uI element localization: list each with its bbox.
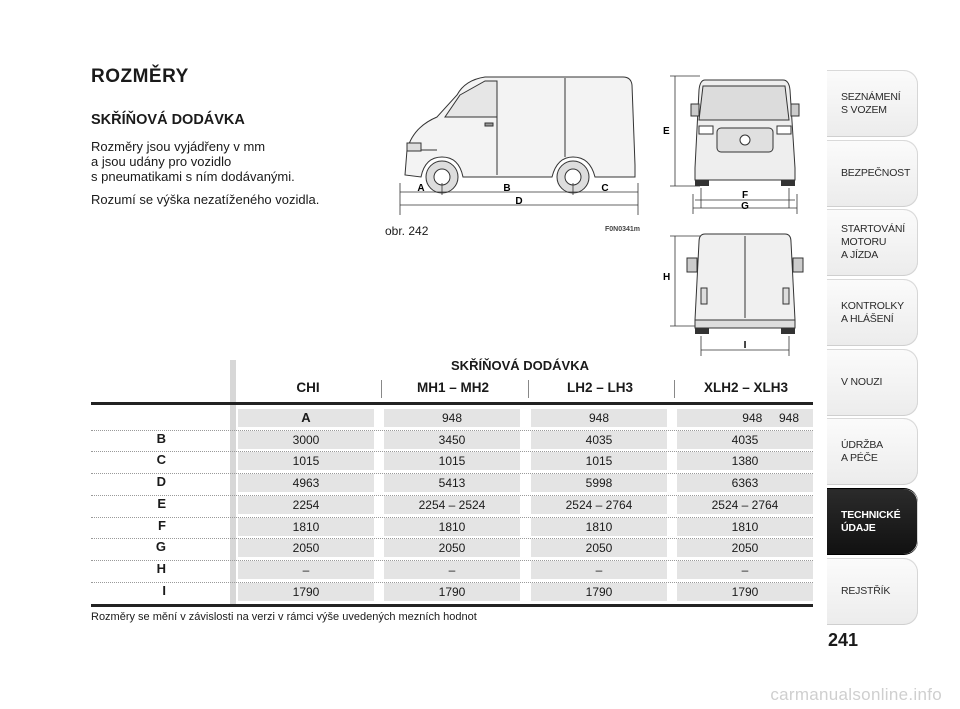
header-separator	[674, 380, 675, 398]
column-header: CHI	[296, 380, 320, 395]
table-footnote: Rozměry se mění v závislosti na verzi v rámci výše uvedených mezních hodnot	[91, 611, 477, 623]
van-front-view-illustration	[655, 68, 805, 218]
table-title: SKŘÍŇOVÁ DODÁVKA	[451, 358, 589, 373]
dimension-label-e: E	[663, 126, 670, 137]
table-cell: 1015	[531, 452, 667, 470]
table-cell: –	[238, 561, 374, 579]
table-cell: –	[384, 561, 520, 579]
sidebar-tab-label: V NOUZI	[841, 375, 883, 388]
row-label: G	[155, 539, 166, 555]
table-cell: 1810	[677, 518, 813, 536]
table-cell: 3000	[238, 431, 374, 449]
table-cell: 4035	[531, 431, 667, 449]
table-cell: 1015	[238, 452, 374, 470]
van-side-view-illustration	[385, 65, 650, 220]
dimension-label-a: A	[417, 183, 425, 194]
table-cell: A	[238, 409, 374, 427]
table-cell: 948 948	[677, 409, 813, 427]
intro-note: Rozumí se výška nezatíženého vozidla.	[91, 192, 320, 207]
sidebar-tab-label: KONTROLKY A HLÁŠENÍ	[841, 299, 904, 325]
sidebar-tab[interactable]	[827, 349, 918, 416]
dimension-label-b: B	[503, 183, 511, 194]
column-header: XLH2 – XLH3	[703, 380, 789, 395]
sidebar-tab-label: REJSTŘÍK	[841, 584, 891, 597]
table-cell: 6363	[677, 474, 813, 492]
table-cell: 5998	[531, 474, 667, 492]
header-separator	[381, 380, 382, 398]
table-cell: 4035	[677, 431, 813, 449]
sidebar-tab[interactable]	[827, 70, 918, 137]
intro-line: Rozměry jsou vyjádřeny v mm	[91, 139, 266, 154]
table-cell: 1810	[531, 518, 667, 536]
figure-caption: obr. 242	[385, 224, 429, 238]
column-header: MH1 – MH2	[416, 380, 489, 395]
sidebar-tab[interactable]	[827, 558, 918, 625]
dimension-label-i: I	[743, 340, 747, 351]
table-bottom-rule	[91, 604, 813, 607]
table-cell: 1015	[384, 452, 520, 470]
table-cell: –	[677, 561, 813, 579]
sidebar-tab[interactable]	[827, 488, 918, 555]
table-cell: 2050	[677, 539, 813, 557]
dimension-label-h: H	[663, 272, 671, 283]
table-cell: 948	[531, 409, 667, 427]
table-accent-bar	[230, 360, 236, 607]
table-cell: 2524 – 2764	[531, 496, 667, 514]
sidebar-tab[interactable]	[827, 140, 918, 207]
table-cell: 4963	[238, 474, 374, 492]
row-label: F	[158, 517, 166, 533]
page-number: 241	[828, 630, 859, 650]
watermark: carmanualsonline.info	[770, 685, 942, 704]
sidebar-tab-label: SEZNÁMENÍ S VOZEM	[841, 90, 901, 116]
header-separator	[528, 380, 529, 398]
table-cell: 948	[384, 409, 520, 427]
sidebar-tab[interactable]	[827, 418, 918, 485]
table-cell: 5413	[384, 474, 520, 492]
table-cell: 2050	[384, 539, 520, 557]
row-label: D	[156, 474, 166, 490]
table-cell: 1810	[384, 518, 520, 536]
row-label: I	[162, 582, 166, 598]
table-cell: 1790	[238, 583, 374, 601]
table-cell: 2050	[238, 539, 374, 557]
intro-line: s pneumatikami s ním dodávanými.	[91, 169, 295, 184]
sidebar-tab-label: STARTOVÁNÍ MOTORU A JÍZDA	[841, 223, 905, 262]
dimension-label-d: D	[515, 196, 523, 207]
table-cell: 2254	[238, 496, 374, 514]
row-label: C	[156, 452, 166, 468]
intro-line: a jsou udány pro vozidlo	[91, 154, 232, 169]
table-cell: 1790	[384, 583, 520, 601]
sidebar-tab[interactable]	[827, 279, 918, 346]
dimension-label-f: F	[741, 190, 749, 201]
table-cell: 2254 – 2524	[384, 496, 520, 514]
table-cell: 3450	[384, 431, 520, 449]
table-cell: 1810	[238, 518, 374, 536]
chapter-sidebar	[827, 70, 918, 628]
sidebar-tab-label: BEZPEČNOST	[841, 166, 911, 179]
column-header: LH2 – LH3	[566, 380, 634, 395]
row-label: E	[157, 495, 166, 511]
page-title: ROZMĚRY	[91, 66, 189, 87]
row-label: H	[156, 560, 166, 576]
section-subtitle: SKŘÍŇOVÁ DODÁVKA	[91, 112, 245, 128]
intro-text	[91, 139, 381, 207]
table-cell: –	[531, 561, 667, 579]
van-rear-view-illustration	[655, 228, 805, 358]
table-cell: 1380	[677, 452, 813, 470]
dimension-label-g: G	[741, 201, 749, 212]
row-label: B	[156, 430, 166, 446]
figure-code: F0N0341m	[605, 226, 641, 233]
table-cell: 2524 – 2764	[677, 496, 813, 514]
table-cell: 2050	[531, 539, 667, 557]
table-cell: 1790	[677, 583, 813, 601]
sidebar-tab[interactable]	[827, 209, 918, 276]
dimension-label-c: C	[601, 183, 609, 194]
sidebar-tab-label: ÚDRŽBA A PÉČE	[841, 438, 883, 464]
table-top-rule	[91, 402, 813, 405]
table-cell: 1790	[531, 583, 667, 601]
sidebar-tab-label: TECHNICKÉ ÚDAJE	[841, 508, 901, 534]
